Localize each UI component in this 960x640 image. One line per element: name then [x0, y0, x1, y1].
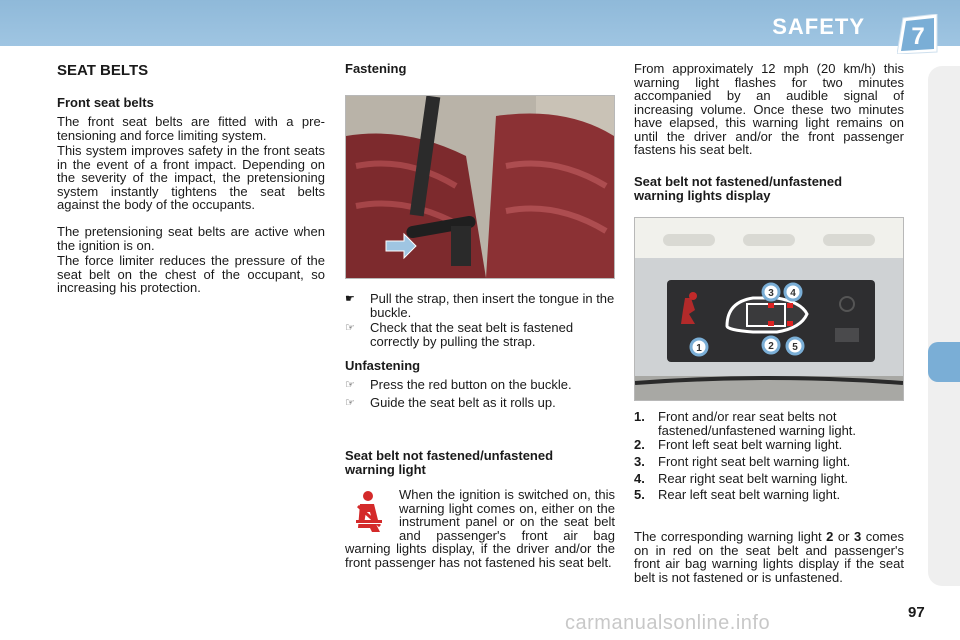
callout-3: 3 [768, 288, 774, 299]
side-tab-active[interactable] [928, 342, 960, 382]
list-item: 4. Rear right seat belt warning light. [634, 471, 849, 486]
fastening-heading: Fastening [345, 61, 407, 76]
paragraph: The front seat belts are fitted with a pre-tensioning and force limiting system. [57, 114, 325, 143]
warning-display-photo [634, 217, 904, 401]
seat-belt-photo [345, 95, 615, 279]
pointing-hand-icon: ☞ [345, 397, 355, 409]
corresponding-text: The corresponding warning light 2 or 3 comes on in red on the seat belt and passenger's front air bag warning lights display if the seat belt is not fastened or is unfastened. [634, 529, 904, 585]
pointing-hand-icon: ☞ [345, 322, 355, 334]
list-item: 5. Rear left seat belt warning light. [634, 487, 841, 502]
display-heading: Seat belt not fastened/unfastened warning lights display [634, 174, 843, 203]
front-belts-heading: Front seat belts [57, 95, 154, 110]
side-tab-bar [928, 66, 960, 586]
chapter-badge [897, 14, 941, 54]
warning-intro: From approximately 12 mph (20 km/h) this warning light flashes for two minutes accompanied by an audible signal of increasing volume. Once these two minutes have elapsed, this warning light remains on until the driver and/or the front passenger fastens his seat belt. [634, 61, 904, 157]
callout-2: 2 [768, 341, 774, 352]
unfastening-heading: Unfastening [345, 358, 421, 373]
list-item: 2. Front left seat belt warning light. [634, 437, 843, 452]
list-item: 1. Front and/or rear seat belts not fastened/unfastened warning light. [634, 409, 857, 438]
paragraph: This system improves safety in the front seats in the event of a front impact. Depending on the severity of the impact, the pretensioning system instantly tightens the seat belts against the body of the occupants. [57, 143, 325, 212]
pointing-hand-icon: ☛ [345, 293, 355, 305]
watermark: carmanualsonline.info [565, 612, 771, 634]
page-number: 97 [908, 604, 925, 621]
unfastening-step: ☞ Press the red button on the buckle. [345, 377, 572, 392]
warning-text: When the ignition is switched on, this warning light comes on, either on the instrument panel or on the seat belt and passenger's front air bag warning lights display, if the driver and/or the front passenger has not fastened his seat belt. [345, 487, 615, 570]
callout-4: 4 [790, 288, 796, 299]
section-title: SAFETY [772, 14, 865, 39]
page-heading: SEAT BELTS [57, 62, 149, 79]
paragraph: The pretensioning seat belts are active when the ignition is on. [57, 224, 325, 253]
fastening-step: ☛ Pull the strap, then insert the tongue in the buckle. [345, 291, 615, 320]
pointing-hand-icon: ☞ [345, 379, 355, 391]
callout-5: 5 [792, 342, 798, 353]
chapter-number: 7 [911, 23, 925, 50]
paragraph: The force limiter reduces the pressure of the seat belt on the chest of the occupant, so increasing his protection. [57, 253, 325, 295]
list-item: 3. Front right seat belt warning light. [634, 454, 851, 469]
callout-1: 1 [696, 343, 702, 354]
warning-heading: Seat belt not fastened/unfastened warning light [345, 448, 554, 477]
fastening-step: ☞ Check that the seat belt is fastened correctly by pulling the strap. [345, 320, 574, 349]
unfastening-step: ☞ Guide the seat belt as it rolls up. [345, 395, 556, 410]
